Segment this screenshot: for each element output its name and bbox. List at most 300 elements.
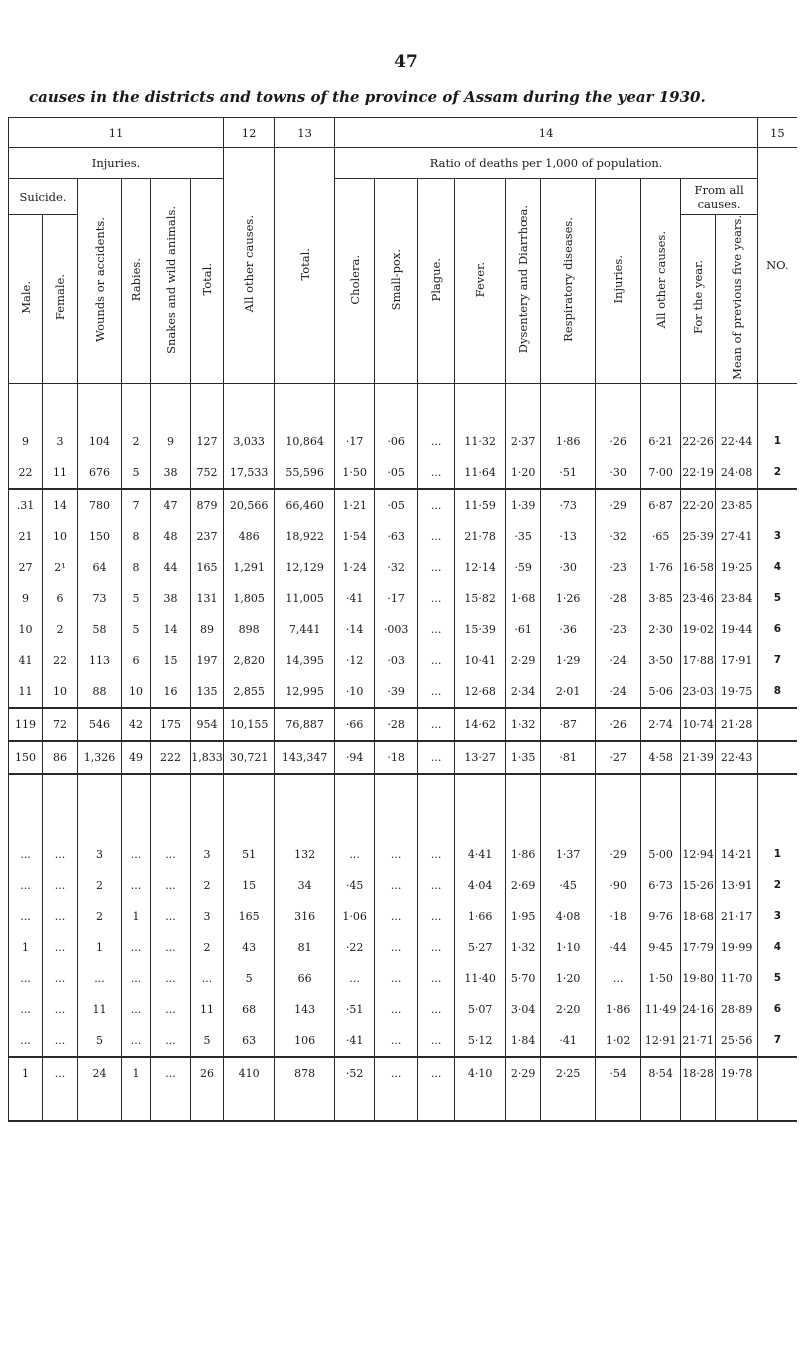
table-cell: 1·66 <box>455 901 506 932</box>
table-cell: 10 <box>9 614 43 645</box>
table-cell: 16 <box>151 676 191 708</box>
table-cell: ... <box>151 963 191 994</box>
table-cell: 878 <box>275 1057 335 1089</box>
spacer-cell <box>191 1089 224 1121</box>
table-cell: ... <box>375 994 418 1025</box>
table-cell: 10 <box>122 676 151 708</box>
table-cell: 3 <box>78 839 122 870</box>
table-cell: 1 <box>122 901 151 932</box>
spacer-cell <box>43 383 78 426</box>
table-cell: 66,460 <box>275 489 335 521</box>
spacer-row <box>9 1089 797 1121</box>
table-cell: ·28 <box>375 708 418 741</box>
total-row <box>9 1057 797 1089</box>
table-cell: 106 <box>275 1025 335 1057</box>
table-cell: 4·58 <box>641 741 681 774</box>
table-cell: 3 <box>191 901 224 932</box>
table-cell: 5 <box>122 614 151 645</box>
table-cell: 13·27 <box>455 741 506 774</box>
table-cell: 131 <box>191 583 224 614</box>
table-cell: 10·41 <box>455 645 506 676</box>
spacer-cell <box>78 1089 122 1121</box>
table-cell: ·14 <box>335 614 375 645</box>
table-cell: 2,855 <box>224 676 275 708</box>
table-cell: 15·39 <box>455 614 506 645</box>
table-cell: ·18 <box>596 901 641 932</box>
table-cell: ... <box>418 552 455 583</box>
table-cell: ·51 <box>541 457 596 489</box>
spacer-cell <box>122 1089 151 1121</box>
table-cell: 2·69 <box>506 870 541 901</box>
spacer-cell <box>541 383 596 426</box>
spacer-cell <box>375 774 418 839</box>
serial-number-cell: 3 <box>758 901 797 932</box>
table-cell: 34 <box>275 870 335 901</box>
table-cell: 17,533 <box>224 457 275 489</box>
table-cell: ... <box>418 901 455 932</box>
table-cell: ... <box>375 870 418 901</box>
table-cell: 10·74 <box>681 708 716 741</box>
serial-number-cell: 7 <box>758 645 797 676</box>
table-cell: ... <box>122 932 151 963</box>
table-cell: ·23 <box>596 552 641 583</box>
table-cell: 21·78 <box>455 521 506 552</box>
table-cell: ... <box>418 963 455 994</box>
table-cell: 165 <box>224 901 275 932</box>
spacer-cell <box>681 1089 716 1121</box>
table-cell: 12·94 <box>681 839 716 870</box>
serial-number-cell: 2 <box>758 870 797 901</box>
table-cell: 43 <box>224 932 275 963</box>
rabies-label: Rabies. <box>129 257 143 302</box>
for-the-year-label: For the year. <box>691 260 706 335</box>
table-cell: 42 <box>122 708 151 741</box>
column-number-11: 11 <box>9 118 224 148</box>
table-cell: 11·40 <box>455 963 506 994</box>
table-cell: 410 <box>224 1057 275 1089</box>
fever-label: Fever. <box>473 261 488 298</box>
table-cell: 6 <box>122 645 151 676</box>
table-row <box>9 614 797 645</box>
table-cell: 11·49 <box>641 994 681 1025</box>
table-cell: ·27 <box>596 741 641 774</box>
table-cell: 21·28 <box>716 708 758 741</box>
table-cell: 5 <box>122 457 151 489</box>
table-cell: ·35 <box>506 521 541 552</box>
total-deaths-label: Total. <box>297 247 312 281</box>
spacer-cell <box>506 774 541 839</box>
table-cell: 10 <box>43 676 78 708</box>
table-cell: ·29 <box>596 489 641 521</box>
table-cell: 1·86 <box>596 994 641 1025</box>
table-cell: 2 <box>43 614 78 645</box>
spacer-cell <box>418 383 455 426</box>
table-cell: 1 <box>122 1057 151 1089</box>
total-row <box>9 489 797 521</box>
table-cell: 676 <box>78 457 122 489</box>
grand-total-row <box>9 741 797 774</box>
table-cell: 21·71 <box>681 1025 716 1057</box>
respiratory-header <box>541 179 596 384</box>
smallpox-label: Small-pox. <box>389 248 404 311</box>
table-cell: 5·27 <box>455 932 506 963</box>
table-cell: 14·62 <box>455 708 506 741</box>
table-cell: 898 <box>224 614 275 645</box>
table-cell: 10 <box>43 521 78 552</box>
table-cell: 104 <box>78 426 122 457</box>
table-row <box>9 901 797 932</box>
table-cell: 2·29 <box>506 1057 541 1089</box>
table-cell: 19·02 <box>681 614 716 645</box>
table-cell: 150 <box>9 741 43 774</box>
table-cell: 9 <box>9 583 43 614</box>
fever-header <box>455 179 506 384</box>
table-cell: 132 <box>275 839 335 870</box>
table-cell: 10,155 <box>224 708 275 741</box>
table-cell: 1·35 <box>506 741 541 774</box>
spacer-cell <box>758 1089 797 1121</box>
table-cell: 12,995 <box>275 676 335 708</box>
table-cell: ·41 <box>335 1025 375 1057</box>
table-cell: 23·85 <box>716 489 758 521</box>
spacer-cell <box>506 383 541 426</box>
table-cell: 954 <box>191 708 224 741</box>
spacer-cell <box>151 774 191 839</box>
spacer-cell <box>716 1089 758 1121</box>
spacer-cell <box>9 774 43 839</box>
table-cell: 68 <box>224 994 275 1025</box>
table-cell: ·87 <box>541 708 596 741</box>
table-row <box>9 963 797 994</box>
table-cell: ... <box>596 963 641 994</box>
spacer-cell <box>418 774 455 839</box>
other-ratio-label: All other causes. <box>653 230 668 329</box>
total-row <box>9 708 797 741</box>
table-cell: 72 <box>43 708 78 741</box>
table-cell: ... <box>191 963 224 994</box>
table-cell: ... <box>418 741 455 774</box>
table-cell: ·59 <box>506 552 541 583</box>
table-cell: 22·26 <box>681 426 716 457</box>
spacer-cell <box>641 1089 681 1121</box>
table-cell: 9·45 <box>641 932 681 963</box>
table-cell: 1·84 <box>506 1025 541 1057</box>
table-cell: 22·19 <box>681 457 716 489</box>
other-ratio-header <box>641 179 681 384</box>
table-cell: 21·17 <box>716 901 758 932</box>
table-cell: 55,596 <box>275 457 335 489</box>
table-cell: 14 <box>151 614 191 645</box>
table-cell: ... <box>335 839 375 870</box>
spacer-cell <box>151 383 191 426</box>
table-cell: 25·39 <box>681 521 716 552</box>
table-cell: 1·24 <box>335 552 375 583</box>
table-cell: 18,922 <box>275 521 335 552</box>
table-cell: ... <box>375 839 418 870</box>
table-cell: 24·16 <box>681 994 716 1025</box>
spacer-cell <box>335 1089 375 1121</box>
female-label: Female. <box>53 274 67 321</box>
serial-number-cell <box>758 489 797 521</box>
table-cell: 14,395 <box>275 645 335 676</box>
table-cell: ·32 <box>596 521 641 552</box>
table-cell: ... <box>418 932 455 963</box>
table-cell: ... <box>418 676 455 708</box>
table-cell: 1·37 <box>541 839 596 870</box>
serial-number-cell <box>758 1057 797 1089</box>
spacer-cell <box>335 383 375 426</box>
table-cell: 47 <box>151 489 191 521</box>
table-cell: 4·04 <box>455 870 506 901</box>
table-row <box>9 583 797 614</box>
table-cell: 6·73 <box>641 870 681 901</box>
table-cell: ·24 <box>596 645 641 676</box>
table-cell: 16·58 <box>681 552 716 583</box>
female-header <box>43 215 78 384</box>
table-cell: 3·85 <box>641 583 681 614</box>
table-cell: ... <box>418 839 455 870</box>
cholera-label: Cholera. <box>347 254 362 305</box>
table-cell: 2·74 <box>641 708 681 741</box>
serial-number-cell: 5 <box>758 963 797 994</box>
serial-number-cell: 5 <box>758 583 797 614</box>
table-cell: 22 <box>9 457 43 489</box>
table-cell: 13·91 <box>716 870 758 901</box>
table-cell: 51 <box>224 839 275 870</box>
spacer-row <box>9 774 797 839</box>
table-cell: 11·64 <box>455 457 506 489</box>
spacer-cell <box>224 383 275 426</box>
for-the-year-header <box>681 215 716 384</box>
table-cell: ·28 <box>596 583 641 614</box>
table-cell: 12,129 <box>275 552 335 583</box>
serial-number-cell: 4 <box>758 552 797 583</box>
table-cell: 15·82 <box>455 583 506 614</box>
table-cell: 73 <box>78 583 122 614</box>
table-cell: 2,820 <box>224 645 275 676</box>
table-cell: 1 <box>9 932 43 963</box>
table-cell: ·61 <box>506 614 541 645</box>
table-cell: 9 <box>9 426 43 457</box>
column-number-13: 13 <box>275 118 335 148</box>
table-cell: 58 <box>78 614 122 645</box>
spacer-cell <box>641 774 681 839</box>
spacer-cell <box>716 383 758 426</box>
spacer-cell <box>275 774 335 839</box>
serial-number-cell: 1 <box>758 839 797 870</box>
table-cell: ... <box>375 932 418 963</box>
table-cell: 150 <box>78 521 122 552</box>
table-cell: 15 <box>151 645 191 676</box>
table-cell: ... <box>418 870 455 901</box>
table-cell: ·10 <box>335 676 375 708</box>
table-cell: ... <box>375 963 418 994</box>
table-cell: ... <box>375 901 418 932</box>
spacer-cell <box>224 774 275 839</box>
table-cell: ·23 <box>596 614 641 645</box>
table-cell: 8·54 <box>641 1057 681 1089</box>
spacer-cell <box>191 383 224 426</box>
total-deaths-header <box>275 148 335 384</box>
snakes-label: Snakes and wild animals. <box>163 205 178 354</box>
table-cell: ·24 <box>596 676 641 708</box>
table-cell: 1·02 <box>596 1025 641 1057</box>
table-cell: ... <box>151 839 191 870</box>
table-cell: 2 <box>122 426 151 457</box>
table-cell: 1·26 <box>541 583 596 614</box>
table-cell: 66 <box>275 963 335 994</box>
table-cell: ·12 <box>335 645 375 676</box>
table-cell: 316 <box>275 901 335 932</box>
table-cell: ·17 <box>335 426 375 457</box>
all-other-causes-label: All other causes. <box>242 215 257 313</box>
table-cell: ... <box>151 932 191 963</box>
spacer-cell <box>335 774 375 839</box>
table-cell: 24 <box>78 1057 122 1089</box>
table-cell: ... <box>418 994 455 1025</box>
table-cell: 9 <box>151 426 191 457</box>
spacer-cell <box>122 774 151 839</box>
table-cell: 18·28 <box>681 1057 716 1089</box>
table-cell: 486 <box>224 521 275 552</box>
spacer-cell <box>641 383 681 426</box>
table-cell: ·39 <box>375 676 418 708</box>
table-cell: 4·08 <box>541 901 596 932</box>
table-cell: ... <box>9 994 43 1025</box>
table-cell: 10,864 <box>275 426 335 457</box>
table-caption: causes in the districts and towns of the province of Assam during the year 1930. <box>29 88 706 106</box>
table-cell: 780 <box>78 489 122 521</box>
table-cell: 175 <box>151 708 191 741</box>
table-cell: 30,721 <box>224 741 275 774</box>
table-cell: 1·50 <box>335 457 375 489</box>
spacer-cell <box>455 1089 506 1121</box>
table-cell: ... <box>9 839 43 870</box>
spacer-cell <box>716 774 758 839</box>
table-cell: 19·25 <box>716 552 758 583</box>
table-cell: 1·39 <box>506 489 541 521</box>
table-cell: 22 <box>43 645 78 676</box>
table-cell: 5 <box>191 1025 224 1057</box>
table-row <box>9 457 797 489</box>
table-cell: ... <box>375 1025 418 1057</box>
from-all-causes-header: From all causes. <box>681 179 758 215</box>
spacer-cell <box>78 774 122 839</box>
table-cell: ... <box>9 870 43 901</box>
table-cell: 76,887 <box>275 708 335 741</box>
table-row <box>9 870 797 901</box>
spacer-cell <box>224 1089 275 1121</box>
table-cell: 5·00 <box>641 839 681 870</box>
table-cell: ... <box>418 583 455 614</box>
table-cell: ·94 <box>335 741 375 774</box>
cholera-header <box>335 179 375 384</box>
plague-label: Plague. <box>429 257 444 302</box>
injuries-ratio-header <box>596 179 641 384</box>
table-cell: ... <box>418 1057 455 1089</box>
spacer-cell <box>418 1089 455 1121</box>
snakes-header <box>151 179 191 384</box>
table-row <box>9 521 797 552</box>
spacer-cell <box>596 1089 641 1121</box>
table-cell: 15·26 <box>681 870 716 901</box>
table-cell: 8 <box>122 521 151 552</box>
injuries-total-header <box>191 179 224 384</box>
table-cell: 222 <box>151 741 191 774</box>
table-cell: 5·70 <box>506 963 541 994</box>
table-cell: 1·54 <box>335 521 375 552</box>
table-cell: ·45 <box>335 870 375 901</box>
table-cell: 1·21 <box>335 489 375 521</box>
table-cell: ·45 <box>541 870 596 901</box>
table-cell: 22·20 <box>681 489 716 521</box>
spacer-cell <box>541 1089 596 1121</box>
spacer-cell <box>9 383 43 426</box>
spacer-cell <box>275 383 335 426</box>
spacer-cell <box>681 383 716 426</box>
table-cell: 2 <box>78 901 122 932</box>
table-cell: ·81 <box>541 741 596 774</box>
table-cell: ·90 <box>596 870 641 901</box>
table-cell: 38 <box>151 457 191 489</box>
table-cell: ·41 <box>541 1025 596 1057</box>
table-cell: 1·20 <box>506 457 541 489</box>
table-cell: 7,441 <box>275 614 335 645</box>
table-cell: 21·39 <box>681 741 716 774</box>
table-cell: 3,033 <box>224 426 275 457</box>
rabies-header <box>122 179 151 384</box>
spacer-cell <box>9 1089 43 1121</box>
table-cell: 9·76 <box>641 901 681 932</box>
table-row <box>9 552 797 583</box>
table-cell: 7·00 <box>641 457 681 489</box>
table-cell: ... <box>122 839 151 870</box>
table-cell: ... <box>43 994 78 1025</box>
table-cell: 752 <box>191 457 224 489</box>
injuries-ratio-label: Injuries. <box>611 255 626 304</box>
table-cell: ... <box>43 932 78 963</box>
table-cell: ·003 <box>375 614 418 645</box>
table-cell: ·18 <box>375 741 418 774</box>
spacer-row <box>9 383 797 426</box>
table-body <box>9 383 797 1121</box>
table-cell: 89 <box>191 614 224 645</box>
table-cell: ... <box>43 1057 78 1089</box>
plague-header <box>418 179 455 384</box>
table-cell: 1·86 <box>506 839 541 870</box>
table-cell: ·36 <box>541 614 596 645</box>
table-cell: ·13 <box>541 521 596 552</box>
table-cell: 1·10 <box>541 932 596 963</box>
spacer-cell <box>681 774 716 839</box>
spacer-cell <box>275 1089 335 1121</box>
table-cell: 1,805 <box>224 583 275 614</box>
table-cell: 88 <box>78 676 122 708</box>
table-cell: 14·21 <box>716 839 758 870</box>
table-cell: 119 <box>9 708 43 741</box>
table-cell: 23·46 <box>681 583 716 614</box>
spacer-cell <box>455 774 506 839</box>
table-cell: 2·37 <box>506 426 541 457</box>
table-cell: 22·44 <box>716 426 758 457</box>
table-cell: 17·88 <box>681 645 716 676</box>
table-cell: 2·34 <box>506 676 541 708</box>
table-row <box>9 994 797 1025</box>
table-cell: 19·80 <box>681 963 716 994</box>
table-cell: ... <box>43 839 78 870</box>
table-cell: 1,291 <box>224 552 275 583</box>
table-cell: ... <box>43 870 78 901</box>
